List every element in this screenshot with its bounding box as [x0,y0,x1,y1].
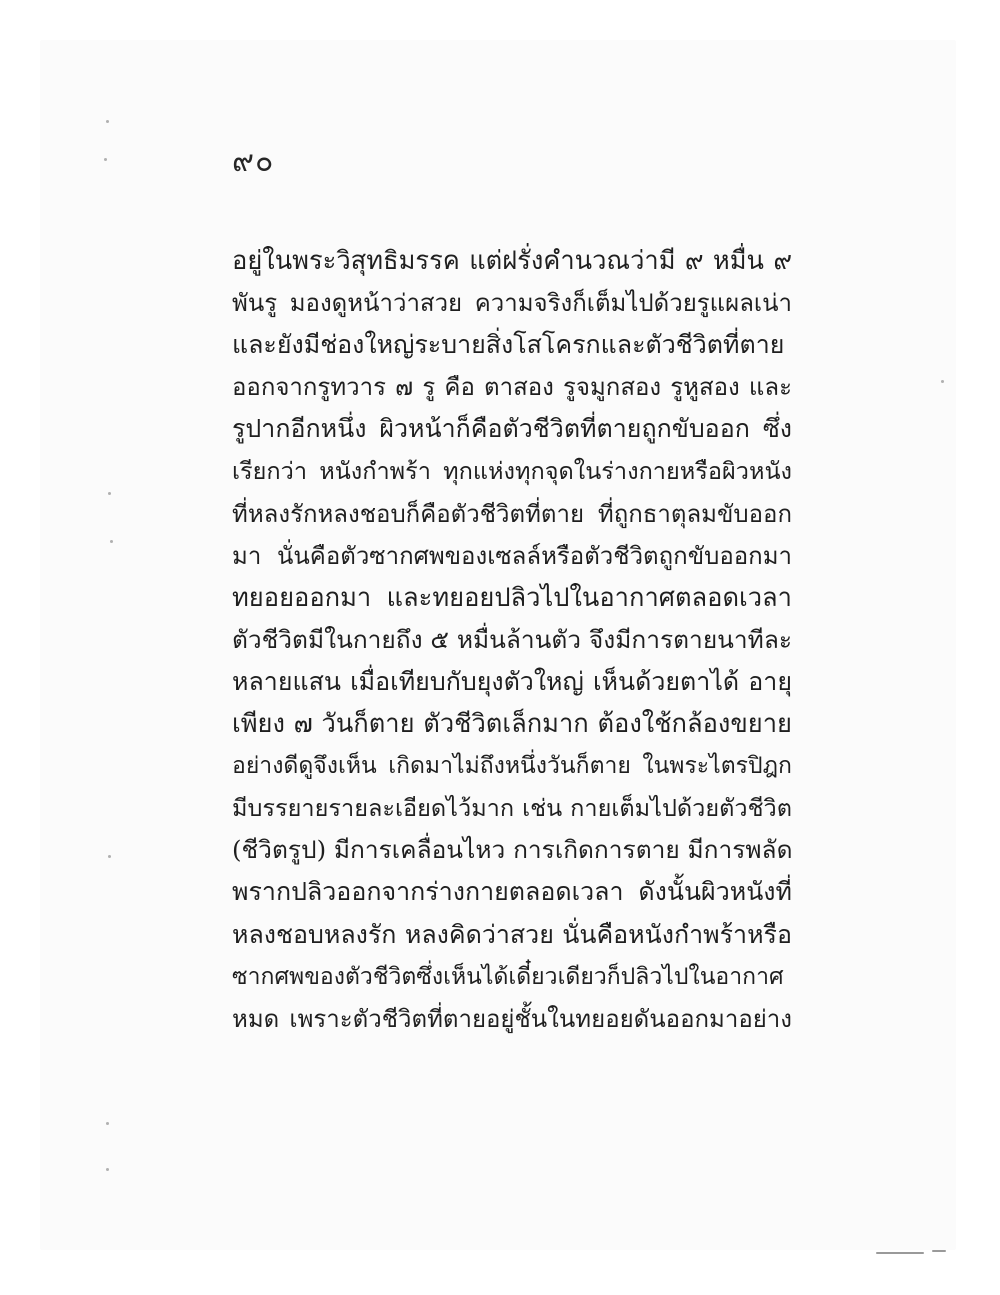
text-line: หมด เพราะตัวชีวิตที่ตายอยู่ชั้นในทยอยดันออกมาอย่าง [232,1004,792,1033]
text-line: เพียง ๗ วันก็ตาย ตัวชีวิตเล็กมาก ต้องใช้กล้องขยาย [232,709,792,740]
text-line: อย่างดีดูจึงเห็น เกิดมาไม่ถึงหนึ่งวันก็ตาย ในพระไตรปิฎก [232,753,792,780]
scan-speck [108,492,111,495]
text-line: ที่หลงรักหลงชอบก็คือตัวชีวิตที่ตาย ที่ถูกธาตุลมขับออก [232,499,792,528]
scan-speck [108,855,111,858]
text-line: หลงชอบหลงรัก หลงคิดว่าสวย นั่นคือหนังกำพร้าหรือ [232,919,792,949]
text-line: และยังมีช่องใหญ่ระบายสิ่งโสโครกและตัวชีวิตที่ตาย [232,330,785,360]
text-line: มีบรรยายรายละเอียดไว้มาก เช่น กายเต็มไปด้วยตัวชีวิต [232,794,792,823]
text-line: ทยอยออกมา และทยอยปลิวไปในอากาศตลอดเวลา [232,582,792,613]
scan-speck [941,380,944,383]
text-line: หลายแสน เมื่อเทียบกับยุงตัวใหญ่ เห็นด้วยตาได้ อายุ [232,666,792,696]
text-line: พันรู มองดูหน้าว่าสวย ความจริงก็เต็มไปด้วยรูแผลเน่า [232,289,792,318]
text-line: (ชีวิตรูป) มีการเคลื่อนไหว การเกิดการตาย มีการพลัด [232,835,793,865]
text-line: มา นั่นคือตัวซากศพของเซลล์หรือตัวชีวิตถูกขับออกมา [232,541,792,570]
text-line: ตัวชีวิตมีในกายถึง ๕ หมื่นล้านตัว จึงมีการตายนาทีละ [232,624,792,654]
text-line: ซากศพของตัวชีวิตซึ่งเห็นได้เดี๋ยวเดียวก็ปลิวไปในอากาศ [232,963,784,990]
page-number: ๙๐ [232,144,275,179]
scan-speck [106,120,109,123]
text-line: รูปากอีกหนึ่ง ผิวหน้าก็คือตัวชีวิตที่ตายถูกขับออก ซึ่ง [232,414,792,444]
scan-speck [106,1168,109,1171]
scan-speck [104,158,107,161]
text-line: พรากปลิวออกจากร่างกายตลอดเวลา ดังนั้นผิวหนังที่ [232,877,792,907]
scan-smudge [932,1250,946,1252]
text-line: อยู่ในพระวิสุทธิมรรค แต่ฝรั่งคำนวณว่ามี ๙ หมื่น ๙ [232,246,792,276]
text-line: เรียกว่า หนังกำพร้า ทุกแห่งทุกจุดในร่างกายหรือผิวหนัง [232,457,792,486]
body-text [232,240,792,1040]
scan-speck [106,1122,109,1125]
scan-smudge [876,1252,924,1254]
text-line: ออกจากรูทวาร ๗ รู คือ ตาสอง รูจมูกสอง รูหูสอง และ [232,373,792,402]
scan-speck [110,540,113,543]
